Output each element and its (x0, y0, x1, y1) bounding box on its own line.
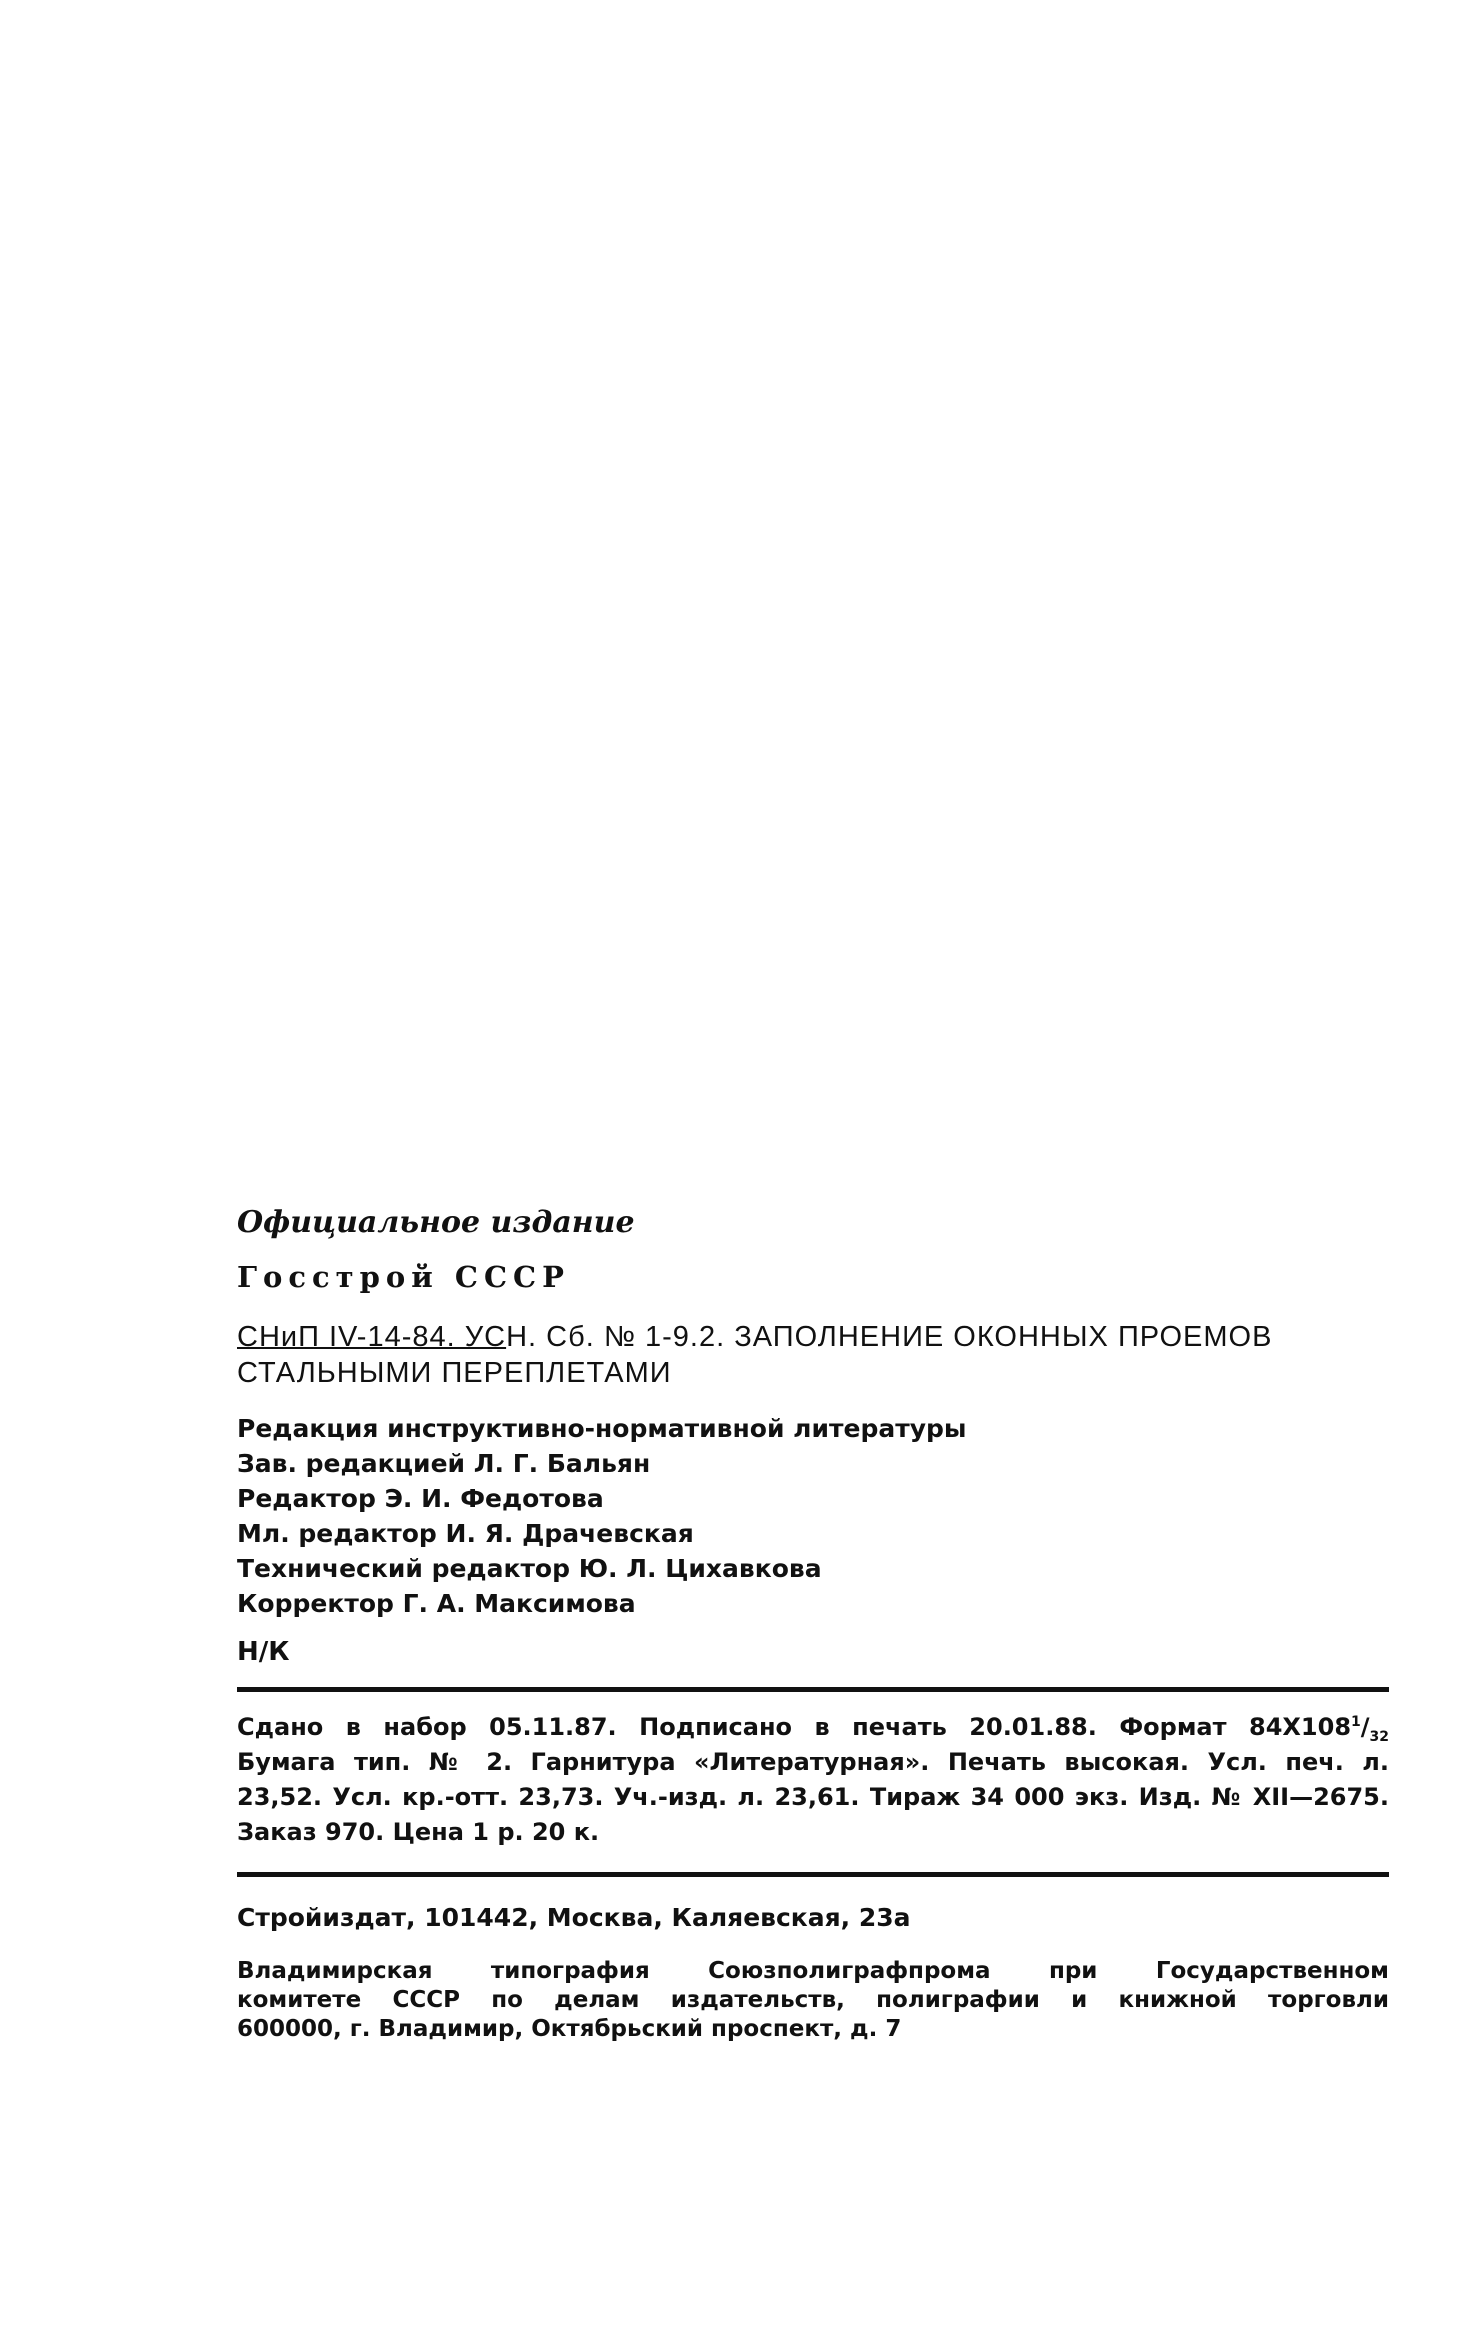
title-rest: Н. Сб. № 1-9.2. ЗАПОЛНЕНИЕ ОКОННЫХ ПРОЕМОВ (506, 1321, 1273, 1353)
specs-line-1 (237, 1710, 1389, 1745)
staff-line: Редакция инструктивно-нормативной литературы (237, 1414, 967, 1443)
staff-line: Корректор Г. А. Максимова (237, 1589, 636, 1618)
specs-submitted: Сдано в набор 05.11.87. (237, 1713, 617, 1741)
organization-name: Госстрой СССР (237, 1260, 570, 1294)
specs-line-4: Заказ 970. Цена 1 р. 20 к. (237, 1818, 600, 1846)
format-fraction-numerator: 1 (1351, 1714, 1361, 1730)
staff-line: Зав. редакцией Л. Г. Бальян (237, 1449, 651, 1478)
specs-format-text: Формат 84X108 (1119, 1713, 1352, 1741)
printer-line-1: Владимирская типография Союзполиграфпрома при Государственном (237, 1958, 1389, 1984)
staff-line: Технический редактор Ю. Л. Цихавкова (237, 1554, 822, 1583)
title-code: СНиП IV-14-84. УС (237, 1321, 507, 1353)
editorial-staff-list (237, 1411, 1389, 1621)
staff-line: Редактор Э. И. Федотова (237, 1484, 604, 1513)
document-title (237, 1319, 1389, 1391)
publisher-address: Стройиздат, 101442, Москва, Каляевская, 23а (237, 1903, 911, 1932)
specs-signed: Подписано в печать 20.01.88. (639, 1713, 1097, 1741)
nk-mark: Н/К (237, 1637, 290, 1667)
title-line2: СТАЛЬНЫМИ ПЕРЕПЛЕТАМИ (237, 1357, 672, 1389)
imprint-block (237, 1205, 1389, 2044)
specs-line-2: Бумага тип. № 2. Гарнитура «Литературная». Печать высокая. Усл. печ. л. (237, 1748, 1389, 1776)
divider-rule (237, 1687, 1389, 1692)
printer-line-2: комитете СССР по делам издательств, полиграфии и книжной торговли (237, 1987, 1389, 2013)
printer-line-3: 600000, г. Владимир, Октябрьский проспект, д. 7 (237, 2016, 902, 2042)
format-fraction-denominator: 32 (1369, 1728, 1390, 1745)
specs-format: Формат $84X108^1/_{32}$ (1119, 1713, 1390, 1745)
specs-line-3: 23,52. Усл. кр.-отт. 23,73. Уч.-изд. л. 23,61. Тираж 34 000 экз. Изд. № XII—2675. (237, 1783, 1389, 1811)
printer-info (237, 1957, 1389, 2044)
official-edition-label: Официальное издание (237, 1205, 635, 1240)
print-specs (237, 1710, 1389, 1850)
divider-rule (237, 1872, 1389, 1877)
staff-line: Мл. редактор И. Я. Драчевская (237, 1519, 694, 1548)
